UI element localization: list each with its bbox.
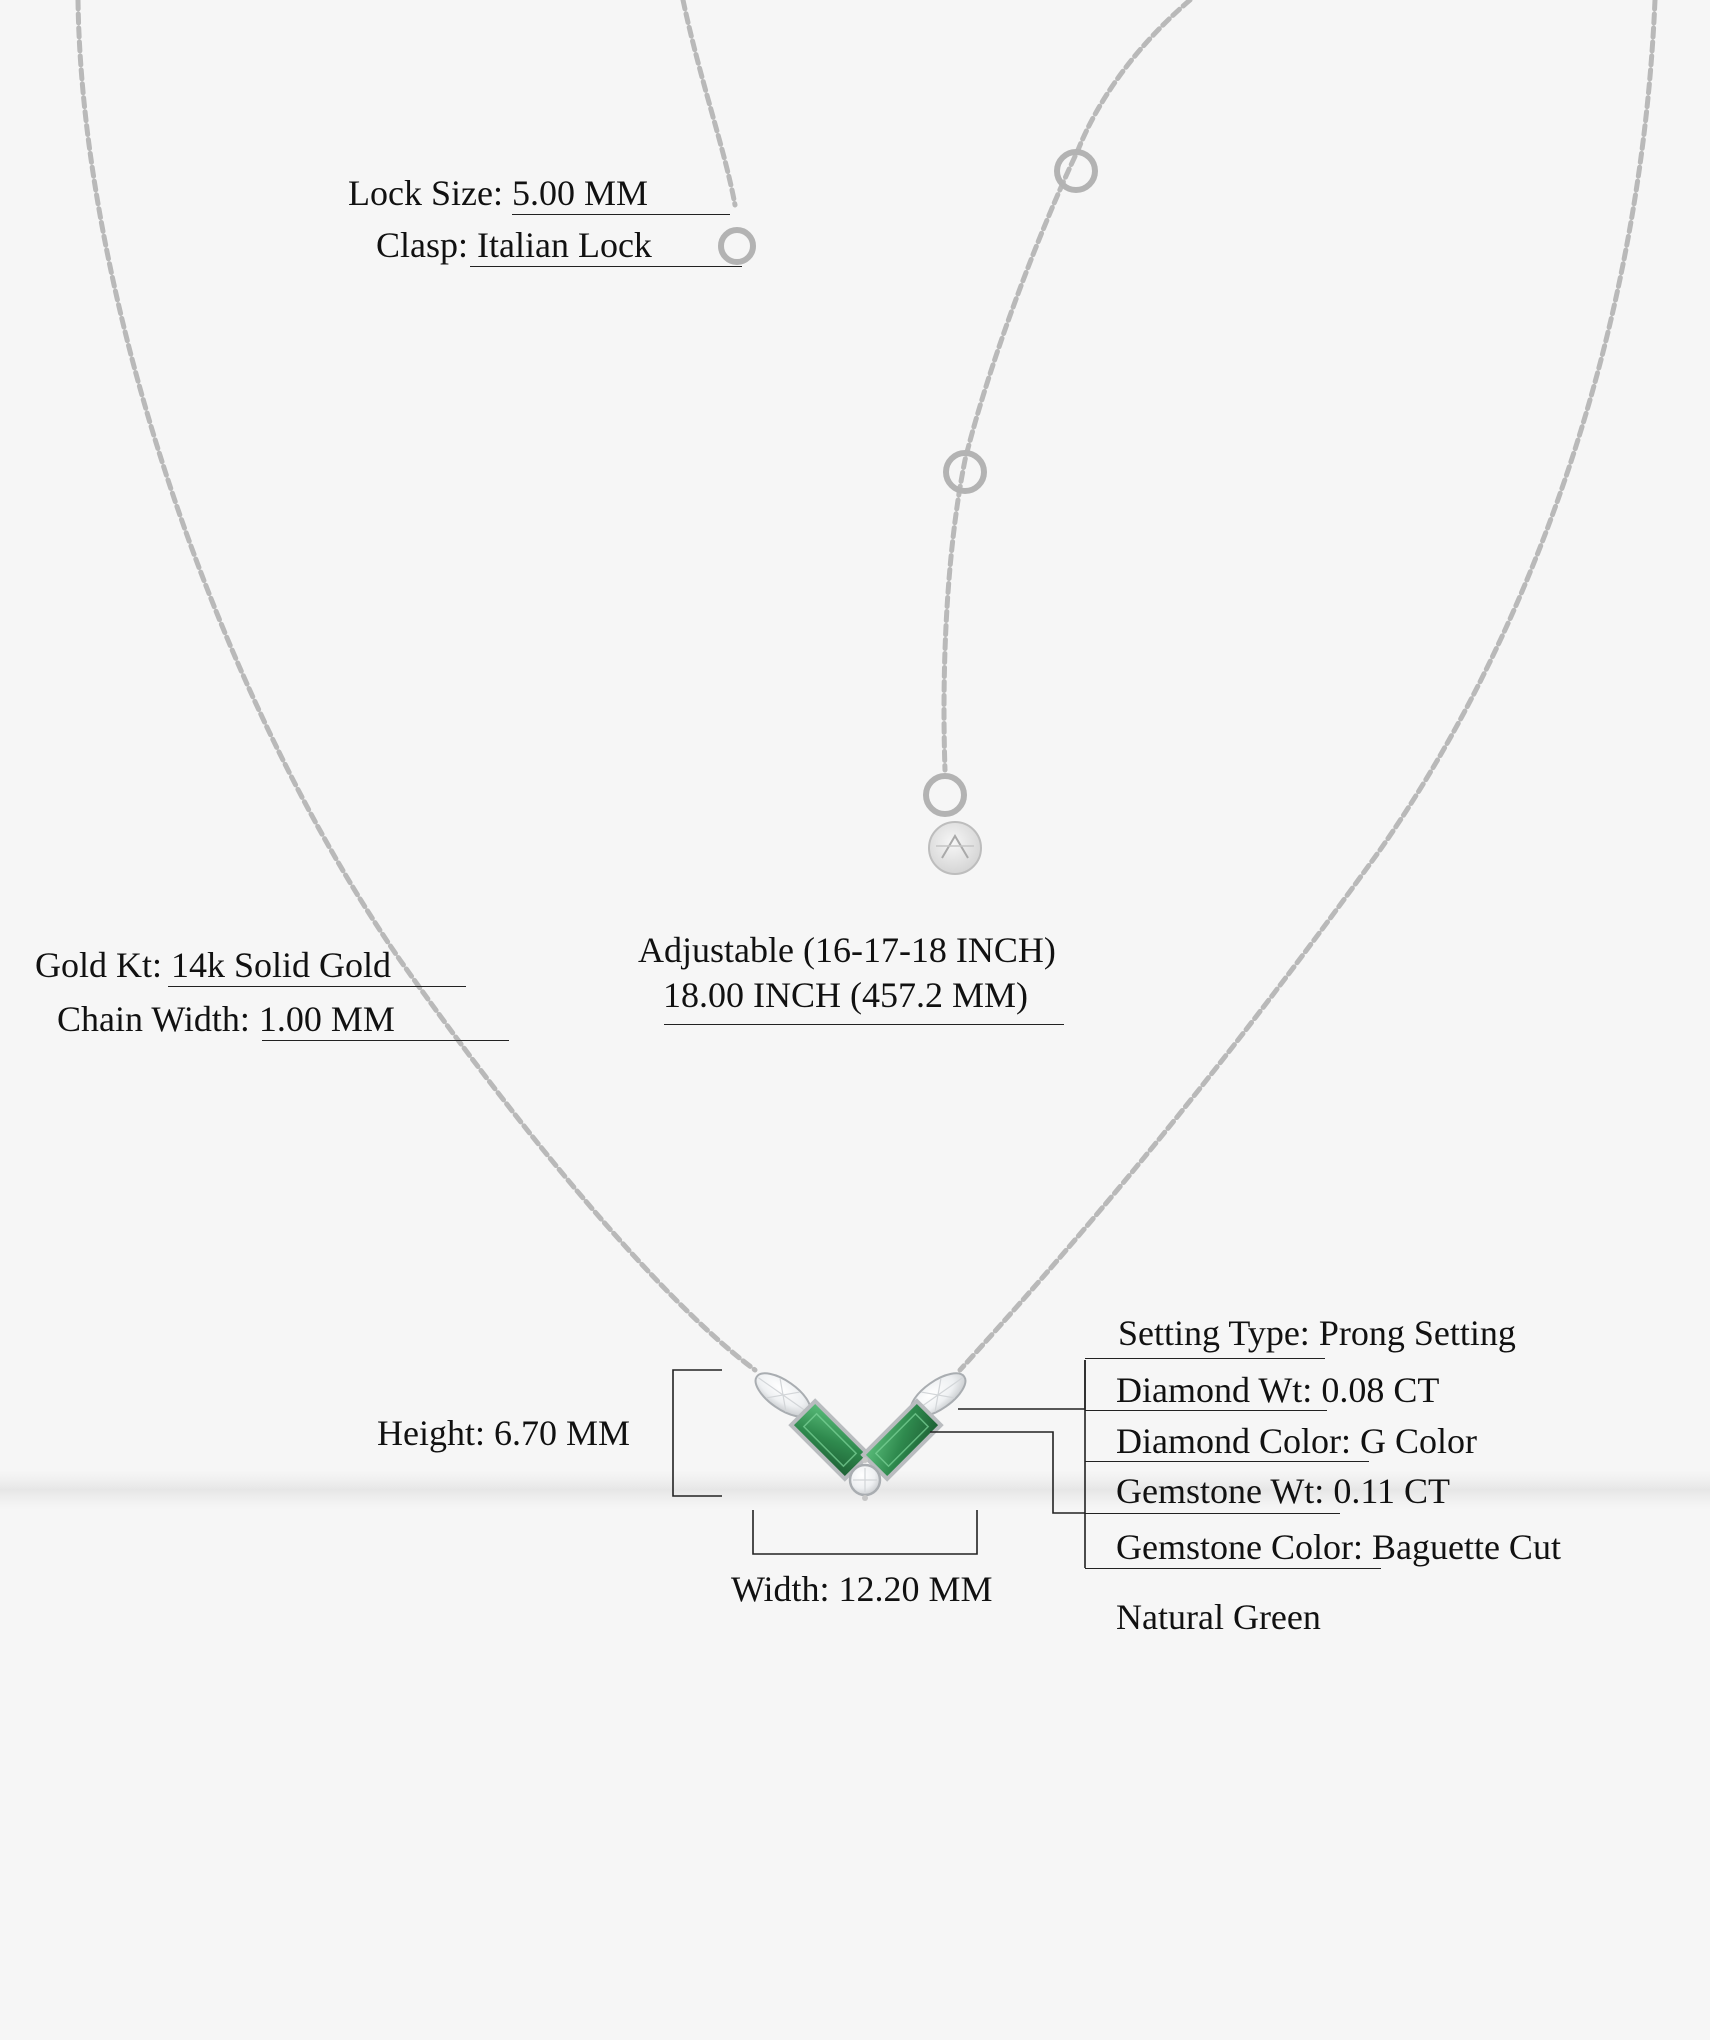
lock-ring bbox=[721, 230, 753, 262]
lock-size-key: Lock Size: bbox=[348, 173, 503, 213]
chain bbox=[78, 0, 1655, 1370]
chain-width-key: Chain Width: bbox=[57, 999, 250, 1039]
width-bracket bbox=[753, 1510, 977, 1554]
chain-width-underline bbox=[262, 1040, 509, 1041]
gold-kt-value: 14k Solid Gold bbox=[162, 945, 392, 985]
diamond-wt-underline bbox=[1085, 1410, 1327, 1411]
clasp-value: Italian Lock bbox=[468, 225, 652, 265]
diamond-leader bbox=[958, 1360, 1085, 1409]
diamond-color-label bbox=[1116, 1421, 1477, 1461]
gemstone-wt-underline bbox=[1085, 1513, 1340, 1514]
gemstone-wt-label bbox=[1116, 1471, 1450, 1511]
logo-tag bbox=[929, 822, 981, 874]
lock-size-value: 5.00 MM bbox=[502, 173, 648, 213]
diamond-wt-label bbox=[1116, 1370, 1439, 1410]
chain-width-label bbox=[57, 999, 395, 1039]
chain-right-strand bbox=[960, 0, 1655, 1370]
gemstone-color-underline bbox=[1085, 1568, 1381, 1569]
diamond-color-key: Diamond Color: bbox=[1116, 1421, 1351, 1461]
lock-size-underline bbox=[512, 214, 730, 215]
length-line-1: Adjustable (16-17-18 INCH) bbox=[638, 930, 1056, 970]
gold-kt-underline bbox=[168, 986, 466, 987]
chain-width-value: 1.00 MM bbox=[249, 999, 395, 1039]
width-key: Width: bbox=[731, 1569, 830, 1609]
extender-ring-3 bbox=[926, 776, 964, 814]
gemstone-wt-key: Gemstone Wt: bbox=[1116, 1471, 1325, 1511]
clasp-underline bbox=[470, 266, 742, 267]
height-label bbox=[377, 1413, 630, 1453]
gold-kt-label bbox=[35, 945, 391, 985]
diamond-color-underline bbox=[1085, 1461, 1369, 1462]
width-label bbox=[731, 1569, 993, 1609]
gold-kt-key: Gold Kt: bbox=[35, 945, 163, 985]
setting-type-key: Setting Type: bbox=[1118, 1313, 1310, 1353]
diamond-color-value: G Color bbox=[1350, 1421, 1477, 1461]
height-key: Height: bbox=[377, 1413, 485, 1453]
gemstone-extra-label: Natural Green bbox=[1116, 1597, 1321, 1637]
gemstone-wt-value: 0.11 CT bbox=[1324, 1471, 1450, 1511]
setting-type-value: Prong Setting bbox=[1309, 1313, 1516, 1353]
chain-clasp-strand bbox=[683, 0, 735, 205]
chain-extender-strand bbox=[944, 0, 1190, 770]
lock-size-label bbox=[348, 173, 648, 213]
gemstone-color-value: Baguette Cut bbox=[1362, 1527, 1561, 1567]
setting-type-label bbox=[1118, 1313, 1516, 1353]
length-underline bbox=[664, 1024, 1064, 1025]
setting-type-underline bbox=[1085, 1358, 1325, 1359]
gemstone-color-label bbox=[1116, 1527, 1561, 1567]
height-value: 6.70 MM bbox=[484, 1413, 631, 1453]
diamond-wt-value: 0.08 CT bbox=[1312, 1370, 1440, 1410]
diamond-wt-key: Diamond Wt: bbox=[1116, 1370, 1313, 1410]
clasp-label bbox=[376, 225, 652, 265]
width-value: 12.20 MM bbox=[829, 1569, 993, 1609]
length-line-2: 18.00 INCH (457.2 MM) bbox=[663, 975, 1028, 1015]
gemstone-color-key: Gemstone Color: bbox=[1116, 1527, 1363, 1567]
clasp-key: Clasp: bbox=[376, 225, 469, 265]
clasp-rings bbox=[721, 152, 1095, 814]
